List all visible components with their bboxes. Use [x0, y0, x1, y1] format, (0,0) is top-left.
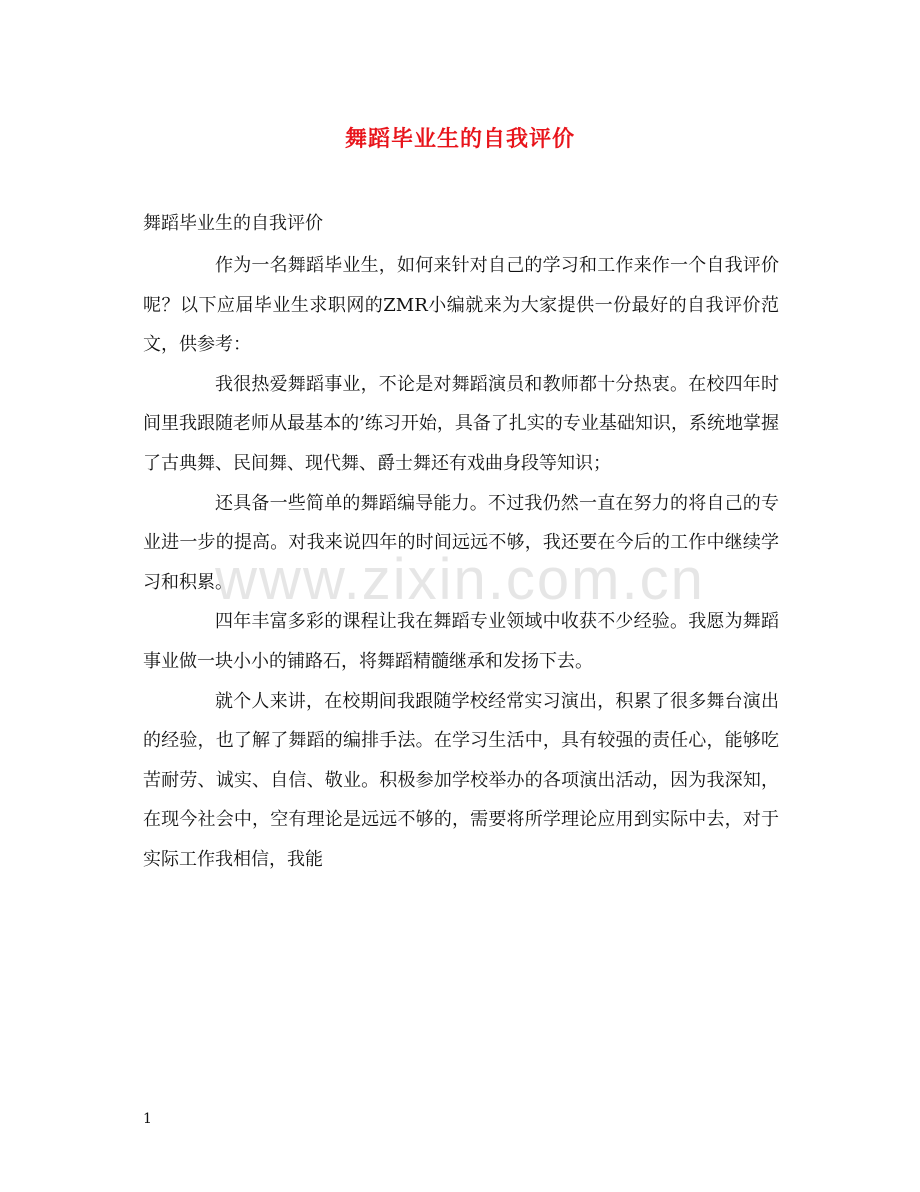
document-body — [143, 246, 779, 880]
document-title: 舞蹈毕业生的自我评价 — [344, 126, 575, 152]
page-number: 1 — [143, 1111, 152, 1127]
paragraph-5: 就个人来讲，在校期间我跟随学校经常实习演出，积累了很多舞台演出的经验，也了解了舞蹈的编排手法。在学习生活中，具有较强的责任心，能够吃苦耐劳、诚实、自信、敬业。积极参加学校举办的各项演出活动，因为我深知，在现今社会中，空有理论是远远不够的，需要将所学理论应用到实际中去，对于实际工作我相信，我能 — [143, 690, 779, 870]
watermark: www.zixin.com.cn — [215, 547, 705, 612]
paragraph-2: 我很热爱舞蹈事业，不论是对舞蹈演员和教师都十分热衷。在校四年时间里我跟随老师从最基本的’练习开始，具备了扎实的专业基础知识，系统地掌握了古典舞、民间舞、现代舞、爵士舞还有戏曲身段等知识； — [143, 373, 779, 474]
paragraph-3: 还具备一些简单的舞蹈编导能力。不过我仍然一直在努力的将自己的专业进一步的提高。对我来说四年的时间远远不够，我还要在今后的工作中继续学习和积累。 — [143, 492, 779, 593]
document-subtitle: 舞蹈毕业生的自我评价 — [143, 213, 323, 234]
paragraph-4: 四年丰富多彩的课程让我在舞蹈专业领域中收获不少经验。我愿为舞蹈事业做一块小小的铺路石，将舞蹈精髓继承和发扬下去。 — [143, 611, 779, 672]
paragraph-1: 作为一名舞蹈毕业生，如何来针对自己的学习和工作来作一个自我评价呢？以下应届毕业生求职网的ZMR小编就来为大家提供一份最好的自我评价范文，供参考： — [143, 255, 779, 356]
